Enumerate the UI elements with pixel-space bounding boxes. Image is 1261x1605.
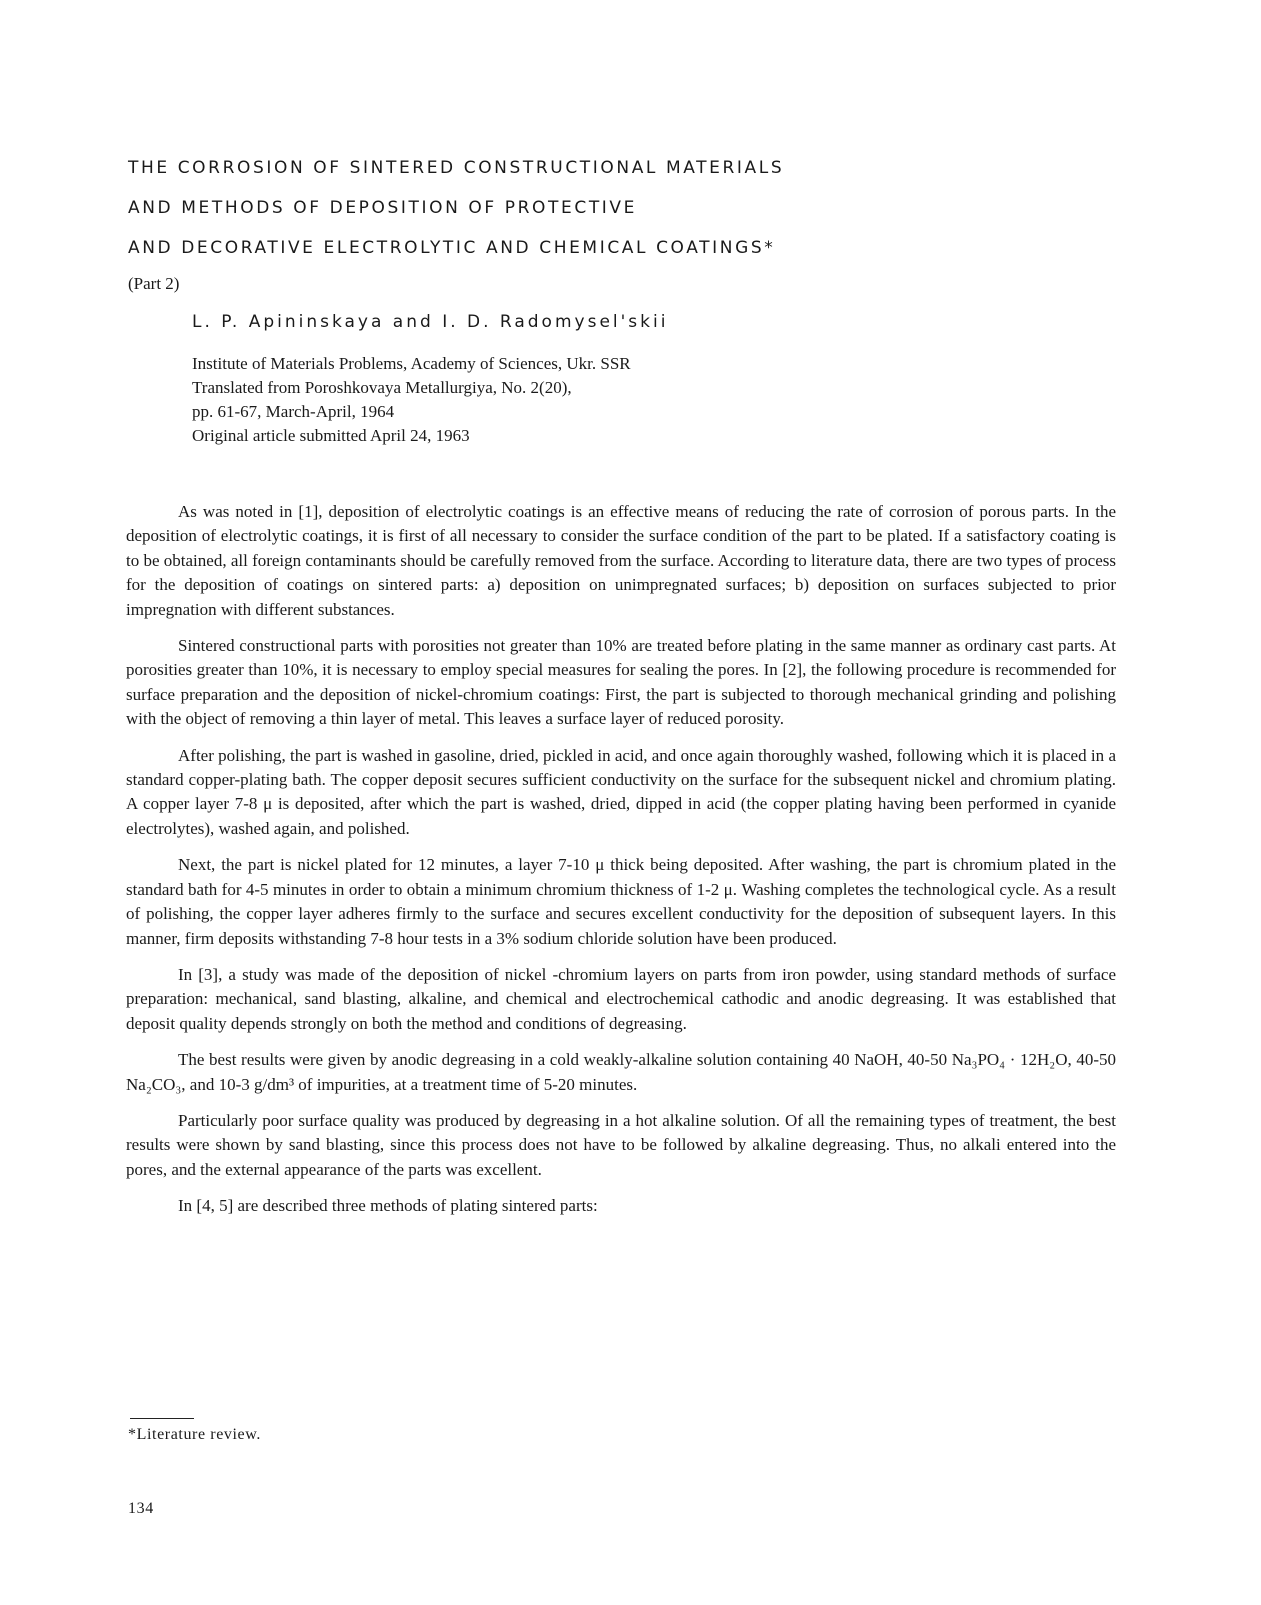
- footnote-divider: [130, 1418, 194, 1419]
- affiliation-line-1: Institute of Materials Problems, Academy of Sciences, Ukr. SSR: [192, 354, 631, 373]
- footnote: *Literature review.: [128, 1426, 261, 1443]
- paragraph-3: After polishing, the part is washed in gasoline, dried, pickled in acid, and once again thoroughly washed, following which it is placed in a standard copper-plating bath. The copper deposit secures sufficient conductivity on the surface for the subsequent nickel and chromium plating. A copper layer 7-8 μ is deposited, after which the part is washed, dried, dipped in acid (the copper plating having been performed in cyanide electrolytes), washed again, and polished.: [126, 745, 1116, 838]
- affiliation-line-3: pp. 61-67, March-April, 1964: [192, 402, 395, 421]
- article-title: [128, 148, 1108, 296]
- affiliation-line-4: Original article submitted April 24, 1963: [192, 426, 470, 445]
- paragraph-1: As was noted in [1], deposition of electrolytic coatings is an effective means of reducing the rate of corrosion of porous parts. In the deposition of electrolytic coatings, it is first of all necessary to consider the surface condition of the part to be plated. If a satisfactory coating is to be obtained, all foreign contaminants should be carefully removed from the surface. According to literature data, there are two types of process for the deposition of coatings on sintered parts: a) deposition on unimpregnated surfaces; b) deposition on surfaces subjected to prior impregnation with different substances.: [126, 502, 1116, 619]
- authors: L. P. Apininskaya and I. D. Radomysel'skii: [192, 312, 669, 332]
- title-line-2: AND METHODS OF DEPOSITION OF PROTECTIVE: [128, 198, 637, 218]
- title-line-3: AND DECORATIVE ELECTROLYTIC AND CHEMICAL COATINGS*: [128, 238, 776, 258]
- affiliation-line-2: Translated from Poroshkovaya Metallurgiya, No. 2(20),: [192, 378, 572, 397]
- paragraph-6: The best results were given by anodic degreasing in a cold weakly-alkaline solution containing 40 NaOH, 40-50 Na₃PO₄ · 12H₂O, 40-50 Na₂CO₃, and 10-3 g/dm³ of impurities, at a treatment time of 5-20 minutes.: [126, 1050, 1116, 1094]
- article-body: [126, 500, 1116, 1231]
- paragraph-5: In [3], a study was made of the deposition of nickel -chromium layers on parts from iron powder, using standard methods of surface preparation: mechanical, sand blasting, alkaline, and chemical and electrochemical cathodic and anodic degreasing. It was established that deposit quality depends strongly on both the method and conditions of degreasing.: [126, 964, 1116, 1033]
- title-line-1: THE CORROSION OF SINTERED CONSTRUCTIONAL MATERIALS: [128, 158, 785, 178]
- paragraph-7: Particularly poor surface quality was produced by degreasing in a hot alkaline solution. Of all the remaining types of treatment, the best results were shown by sand blasting, since this process does not have to be followed by alkaline degreasing. Thus, no alkali entered into the pores, and the external appearance of the parts was excellent.: [126, 1110, 1116, 1179]
- paragraph-4: Next, the part is nickel plated for 12 minutes, a layer 7-10 μ thick being deposited. After washing, the part is chromium plated in the standard bath for 4-5 minutes in order to obtain a minimum chromium thickness of 1-2 μ. Washing completes the technological cycle. As a result of polishing, the copper layer adheres firmly to the surface and secures excellent conductivity for the deposition of subsequent layers. In this manner, firm deposits withstanding 7-8 hour tests in a 3% sodium chloride solution have been produced.: [126, 855, 1116, 948]
- affiliation: [192, 352, 631, 448]
- paragraph-8: In [4, 5] are described three methods of plating sintered parts:: [178, 1196, 598, 1216]
- page-number: 134: [128, 1500, 154, 1517]
- part-label: (Part 2): [128, 274, 180, 293]
- paragraph-2: Sintered constructional parts with porosities not greater than 10% are treated before plating in the same manner as ordinary cast parts. At porosities greater than 10%, it is necessary to employ special measures for sealing the pores. In [2], the following procedure is recommended for surface preparation and the deposition of nickel-chromium coatings: First, the part is subjected to thorough mechanical grinding and polishing with the object of removing a thin layer of metal. This leaves a surface layer of reduced porosity.: [126, 636, 1116, 729]
